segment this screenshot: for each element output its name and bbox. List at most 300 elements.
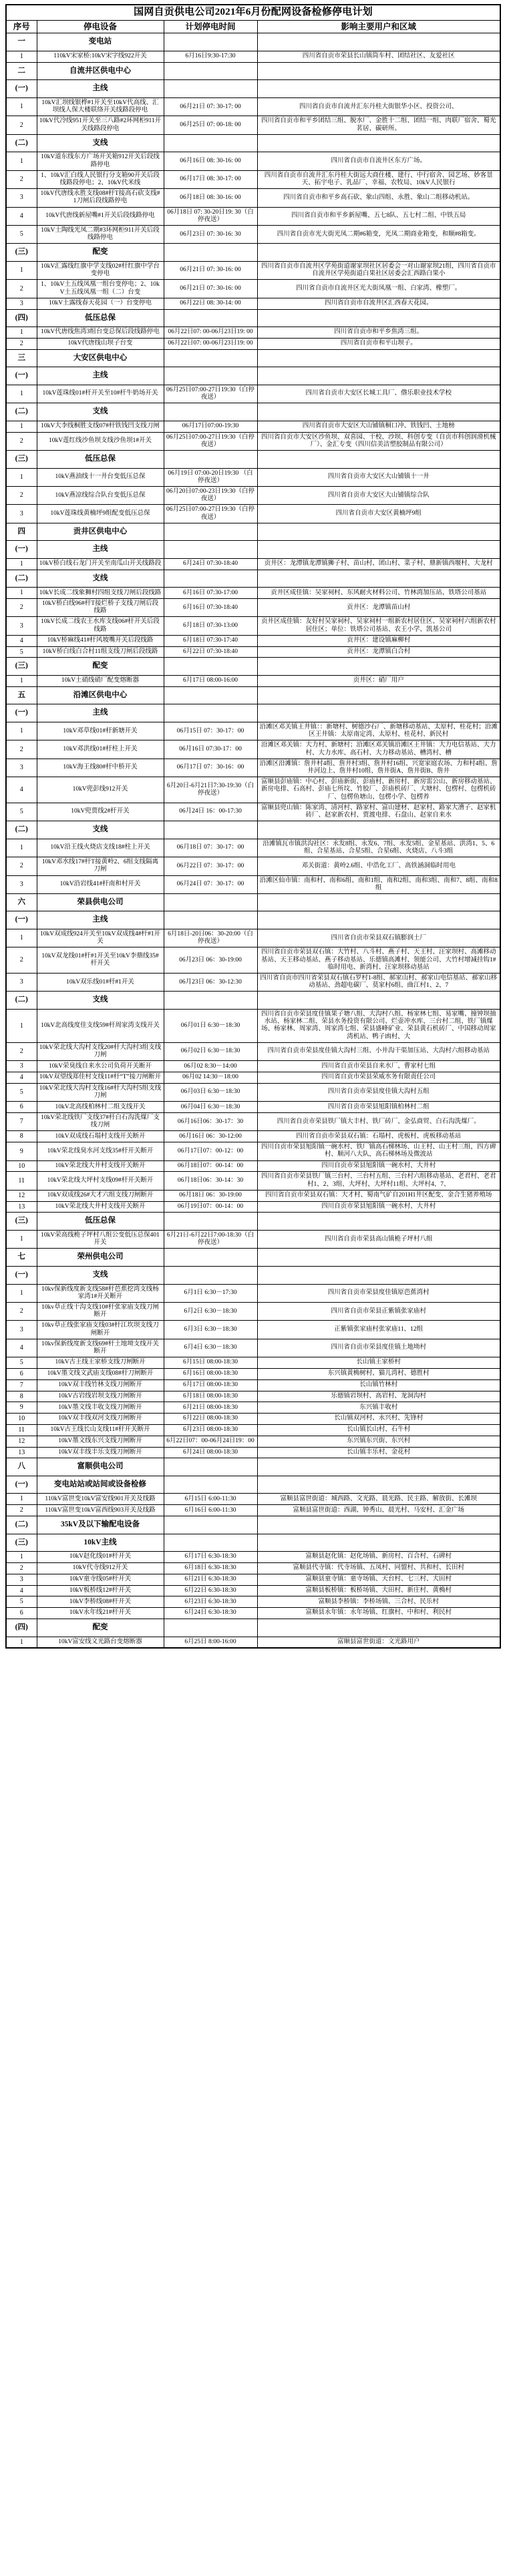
cell-no: 1 [6, 97, 37, 116]
category-section-row [6, 309, 500, 327]
cell-no: (一) [6, 80, 37, 98]
table-row [6, 1585, 500, 1596]
cell-no: (一) [6, 1476, 37, 1494]
cell-time [164, 1249, 257, 1267]
table-row [6, 1574, 500, 1585]
cell-area: 贡井区：龙潭镇白合村 [257, 646, 500, 658]
cell-no: 1 [6, 152, 37, 170]
cell-time: 6月18日 08:00-18:30 [164, 1391, 257, 1402]
cell-equipment: 10kV墨文线东兴支线刀闸断开 [37, 1436, 164, 1447]
table-row [6, 421, 500, 432]
cell-label: 低压总保 [37, 309, 164, 327]
cell-equipment: 10kv草正线干沟支线10#杆张家庙支线刀闸断开 [37, 1302, 164, 1320]
table-row [6, 1368, 500, 1379]
cell-time: 06月16日 06：30-12:00 [164, 1131, 257, 1142]
table-row [6, 947, 500, 974]
cell-no: 7 [6, 1113, 37, 1131]
cell-no: 2 [6, 1505, 37, 1516]
cell-no: 三 [6, 349, 37, 367]
cell-no: 2 [6, 338, 37, 349]
cell-area [257, 704, 500, 722]
table-row [6, 759, 500, 777]
table-row [6, 385, 500, 403]
cell-area: 富顺县赵化镇：赵化场镇、新房村、百合村、石碑村 [257, 1552, 500, 1563]
category-section-row [6, 704, 500, 722]
district-section-row [6, 1458, 500, 1476]
cell-area [257, 80, 500, 98]
cell-label: 支线 [37, 1266, 164, 1284]
cell-no: (一) [6, 1266, 37, 1284]
cell-area: 富顺县彭庙镇：中心村、彭庙新街、彭庙村、新房村、新房雷公山、新房移动基站、新房电排、石高村、彭庙七所坟、竹胶厂、彭庙机砖厂、大塘村、包楞村、包楞机砖厂、包楞鱼塘山、包楞小学、包楞养 [257, 777, 500, 803]
cell-area: 四川省自贡市大安区黄楠坪9组 [257, 505, 500, 523]
cell-no: (四) [6, 1619, 37, 1637]
cell-equipment: 10kV荣北线大井村支线开关断开 [37, 1201, 164, 1213]
cell-equipment: 10kV板桥线12#杆开关 [37, 1585, 164, 1596]
cell-equipment: 10kV永年线21#杆开关 [37, 1608, 164, 1619]
cell-no: 10 [6, 1160, 37, 1172]
cell-area: 四川省自贡市自流井区光大街凤凰一组、白家湾、橡塑厂。 [257, 280, 500, 298]
cell-area: 贡井区成佳镇：友好村吴家祠村、吴家祠村一组新农村居住区、吴家祠村六组新农村居住区；单位：铁塔公司基站、农王小学、凯基公司 [257, 617, 500, 635]
cell-equipment: 10kV荣北线大坪村支线09#杆开关断开 [37, 1172, 164, 1190]
table-row [6, 280, 500, 298]
cell-equipment: 10kV代唐线焦湾3组台变总保后段线路停电 [37, 327, 164, 339]
cell-time: 06月02 14:30－18:00 [164, 1072, 257, 1084]
cell-no: (一) [6, 367, 37, 385]
cell-no: 4 [6, 207, 37, 225]
cell-equipment: 10kV沿王线火烧店支线18#柱上开关 [37, 839, 164, 857]
table-row [6, 1083, 500, 1101]
cell-no: 3 [6, 875, 37, 893]
table-row [6, 635, 500, 646]
cell-equipment: 10kV兜彭线912开关 [37, 777, 164, 803]
cell-label: 荣州供电公司 [37, 1249, 164, 1267]
cell-time: 6月2日 6:30－18:30 [164, 1302, 257, 1320]
category-section-row [6, 658, 500, 676]
district-section-row [6, 686, 500, 704]
cell-no: 1 [6, 327, 37, 339]
cell-area: 富顺县富世街道：西湖、钟秀山、晨光村、马安村、汇金广场 [257, 1505, 500, 1516]
category-section-row [6, 1534, 500, 1552]
cell-no: 13 [6, 1447, 37, 1458]
cell-equipment: 10kV荣北线臭水河支线35#杆开关断开 [37, 1142, 164, 1160]
table-row [6, 1010, 500, 1043]
cell-no: 4 [6, 1585, 37, 1596]
cell-area: 长山镇丰乐村、金花村 [257, 1447, 500, 1458]
table-row [6, 505, 500, 523]
table-row [6, 338, 500, 349]
cell-no: 1 [6, 468, 37, 486]
table-row [6, 97, 500, 116]
cell-time [164, 450, 257, 468]
table-row [6, 1379, 500, 1391]
cell-time: 6月18日 6:30-18:30 [164, 1562, 257, 1574]
cell-equipment: 10kV莲红线沙鱼坝支线沙鱼坝1#开关 [37, 432, 164, 450]
cell-equipment: 10kV荣高线桅子坪村八组公变低压总保401开关 [37, 1231, 164, 1249]
table-row [6, 298, 500, 309]
column-header-equipment: 停电设备 [37, 20, 164, 33]
page-title: 国网自贡供电公司2021年6月份配网设备检修停电计划 [6, 5, 500, 20]
cell-equipment: 10kV海王线80#杆中桥开关 [37, 759, 164, 777]
cell-time: 6月16日 07:30-17:00 [164, 588, 257, 599]
cell-equipment: 10kV代唐线永胜支线08#杆T接高石砍支线#1刀闸后段线路停电 [37, 189, 164, 207]
cell-time [164, 80, 257, 98]
cell-no: 2 [6, 947, 37, 974]
cell-equipment: 10kV道东线东方广场开关箱912开关后段线路停电 [37, 152, 164, 170]
cell-time: 6月17日 08:00-18:30 [164, 1379, 257, 1391]
cell-no: 13 [6, 1201, 37, 1213]
cell-time [164, 367, 257, 385]
table-row [6, 974, 500, 992]
table-row [6, 189, 500, 207]
cell-no: 2 [6, 1302, 37, 1320]
column-header-area: 影响主要用户和区域 [257, 20, 500, 33]
cell-time [164, 911, 257, 929]
cell-no: 3 [6, 1061, 37, 1072]
table-row [6, 803, 500, 821]
cell-label: 低压总保 [37, 450, 164, 468]
cell-time [164, 523, 257, 541]
cell-time: 06月04日 6:30－18:30 [164, 1102, 257, 1113]
cell-area: 乐德镇岩坝村、高岩村、龙洞沟村 [257, 1391, 500, 1402]
cell-time [164, 1619, 257, 1637]
cell-no: 9 [6, 1142, 37, 1160]
cell-label: 变电站 [37, 33, 164, 51]
table-row [6, 1160, 500, 1172]
cell-time: 06月17日07:00-19:30 [164, 421, 257, 432]
table-row [6, 1637, 500, 1648]
cell-no: 10 [6, 1414, 37, 1425]
cell-area: 长山镇长山村、石牛村 [257, 1424, 500, 1436]
cell-equipment: 10kV桥麻线41#杆风坡嘴开关后段线路 [37, 635, 164, 646]
cell-time [164, 570, 257, 588]
cell-equipment: 10kV汇露线红旗中学支线02#杆红旗中学台变停电 [37, 261, 164, 279]
cell-equipment: 10kV墨文线丰收支线刀闸断开 [37, 1402, 164, 1414]
cell-area: 四川省自贡市荣县双石镇：石塌村、虎板村、虎板移动基站 [257, 1131, 500, 1142]
cell-time: 6月4日 6:30－18:30 [164, 1339, 257, 1357]
cell-area: 沿滩区沿滩镇：詹井村4组、詹井村3组、詹井村16组、兴宽家庭农场、力和村4组、詹井河边上、詹井村10组、詹井街A、詹井街B、詹井 [257, 759, 500, 777]
table-row [6, 1505, 500, 1516]
cell-no: 8 [6, 1391, 37, 1402]
cell-no: 9 [6, 1402, 37, 1414]
table-row [6, 1113, 500, 1131]
cell-time: 06月18日 07：30-17：00 [164, 839, 257, 857]
category-section-row [6, 821, 500, 839]
cell-no: 二 [6, 62, 37, 80]
cell-no: 3 [6, 505, 37, 523]
cell-no: 5 [6, 1357, 37, 1369]
district-section-row [6, 1249, 500, 1267]
cell-time [164, 893, 257, 911]
cell-area [257, 33, 500, 51]
cell-no: 1 [6, 929, 37, 947]
cell-equipment: 10kV土硝线硝厂配变熔断器 [37, 675, 164, 686]
cell-no: 3 [6, 1574, 37, 1585]
cell-no: 11 [6, 1172, 37, 1190]
cell-area [257, 134, 500, 152]
cell-area: 四川省自贡市自流井区学苑街道谢家坝社区居委会一对山谢家坝21组，四川省自贡市自流井区学苑街道白果社区居委会汇西路白果小 [257, 261, 500, 279]
cell-equipment: 10kV兜贾线2#杆开关 [37, 803, 164, 821]
cell-area [257, 686, 500, 704]
cell-time: 06月25日07:00-27日19:30（白停夜送） [164, 432, 257, 450]
cell-equipment: 10kv保新线度新支线69#杆土地坳支线开关断开 [37, 1339, 164, 1357]
table-row [6, 261, 500, 279]
cell-area: 四川省自贡市荣县双石镇：大才村、蜀南气矿自201H1井区配变、金合生猪养殖场 [257, 1190, 500, 1201]
cell-label: 主线 [37, 541, 164, 559]
cell-no: 八 [6, 1458, 37, 1476]
cell-no: 1 [6, 1231, 37, 1249]
cell-time: 06月17日 07：30-16：00 [164, 759, 257, 777]
cell-area: 四川省自贡市和平山坝子。 [257, 338, 500, 349]
cell-equipment: 10kV北高线柏林村二组支线开关 [37, 1102, 164, 1113]
cell-no: 1 [6, 385, 37, 403]
cell-area: 四川省自贡市荣县双石镇：大竹村、八斗村、燕子村、天王村、汪家坝村、高滩移动基站、天王移动基站、燕子移动基站、乐德镇高滩村、领能公司、大竹村增减挂钩1#临时用电、新湾村、汪家坝移动基站 [257, 947, 500, 974]
cell-no: 1 [6, 51, 37, 63]
cell-area [257, 1213, 500, 1231]
category-section-row [6, 541, 500, 559]
table-row [6, 1436, 500, 1447]
cell-label: 支线 [37, 992, 164, 1010]
column-header-time: 计划停电时间 [164, 20, 257, 33]
category-section-row [6, 80, 500, 98]
cell-equipment: 10kv草正线张家庙支线03#杆江坎坝支线刀闸断开 [37, 1321, 164, 1339]
category-section-row [6, 367, 500, 385]
cell-time: 06月03日 6:30－18:30 [164, 1083, 257, 1101]
district-section-row [6, 62, 500, 80]
cell-time: 06月01日 6:30－18:30 [164, 1010, 257, 1043]
cell-area: 四川省自贡市自流井区东方广场。 [257, 152, 500, 170]
cell-area [257, 1458, 500, 1476]
table-row [6, 116, 500, 134]
table-row [6, 207, 500, 225]
cell-no: 四 [6, 523, 37, 541]
table-row [6, 1201, 500, 1213]
cell-area: 四川自贡市荣县旭阳镇一碗水村、铁厂镇高石梯林场、山王村、山王村三组，四方碑村、顺河八大队，高石梯林场及微波站 [257, 1142, 500, 1160]
cell-equipment: 10kV北高线度佳支线59#杆周家湾支线开关 [37, 1010, 164, 1043]
cell-area: 四川省自贡市大安区大山铺镇综合队 [257, 486, 500, 504]
cell-time: 6月15日 6:00-11:30 [164, 1494, 257, 1505]
cell-time: 06月23日 06：30-19:00 [164, 947, 257, 974]
cell-no: (二) [6, 992, 37, 1010]
table-row [6, 1190, 500, 1201]
column-header-no: 序号 [6, 20, 37, 33]
cell-equipment: 10kV邓洪线01#杆柱上开关 [37, 740, 164, 759]
cell-area: 四川省自贡市大安区大山铺镇十一井 [257, 468, 500, 486]
cell-time: 06月21日 07: 30-16: 00 [164, 261, 257, 279]
cell-equipment: 10kV代冷线951开关至三八路#2环网柜911开关线路段停电 [37, 116, 164, 134]
category-section-row [6, 992, 500, 1010]
cell-equipment: 10kV长成二线象狮村四组支线刀闸后段线路 [37, 588, 164, 599]
cell-equipment: 10kV莲珠线黄楠坪9组配变低压总保 [37, 505, 164, 523]
cell-label: 主线 [37, 367, 164, 385]
cell-time: 06月16日 07:30-17：00 [164, 740, 257, 759]
cell-time: 06月23日 07: 30-16: 30 [164, 225, 257, 243]
table-row [6, 777, 500, 803]
cell-no: 2 [6, 486, 37, 504]
cell-no: (三) [6, 450, 37, 468]
cell-label: 配变 [37, 1619, 164, 1637]
cell-no: 3 [6, 298, 37, 309]
cell-equipment: 10kV李桥线08#杆开关 [37, 1596, 164, 1608]
cell-time: 6月24日 6:30-18:30 [164, 1608, 257, 1619]
cell-time: 06月19日07：00-14：00 [164, 1201, 257, 1213]
table-row [6, 468, 500, 486]
cell-time [164, 658, 257, 676]
cell-no: 2 [6, 116, 37, 134]
category-section-row [6, 1619, 500, 1637]
cell-time: 06月21日 07: 30-17: 00 [164, 97, 257, 116]
cell-no: (二) [6, 821, 37, 839]
cell-no: (三) [6, 658, 37, 676]
cell-no: 2 [6, 857, 37, 875]
cell-time [164, 1213, 257, 1231]
cell-no: 3 [6, 617, 37, 635]
cell-time: 6月16日 6:00-11:30 [164, 1505, 257, 1516]
cell-no: 3 [6, 1321, 37, 1339]
cell-area [257, 1534, 500, 1552]
cell-area [257, 367, 500, 385]
cell-equipment: 10kV双乐线01#杆#1开关 [37, 974, 164, 992]
cell-area [257, 403, 500, 421]
cell-area: 东兴镇东兴街、东兴村 [257, 1436, 500, 1447]
district-section-row [6, 349, 500, 367]
cell-no: 2 [6, 599, 37, 617]
cell-time [164, 403, 257, 421]
cell-no: 3 [6, 759, 37, 777]
cell-time: 6月22日07：00-06月24日19：00 [164, 1436, 257, 1447]
table-row [6, 1608, 500, 1619]
cell-area [257, 1516, 500, 1534]
cell-area [257, 450, 500, 468]
cell-area [257, 992, 500, 1010]
cell-area: 贡井区：龙潭镇龙潭镇狮子村、苗山村、团山村、菜子村、鼎新镇西堰村、大龙村 [257, 558, 500, 570]
cell-area [257, 658, 500, 676]
cell-equipment: 10kV代唐线山坝子台变 [37, 338, 164, 349]
cell-equipment: 110kV富世变10kV富安线901开关及线路 [37, 1494, 164, 1505]
cell-no: 4 [6, 777, 37, 803]
cell-no: 一 [6, 33, 37, 51]
category-section-row [6, 1476, 500, 1494]
cell-area: 四川省自贡市荣县正紫镇张家庙村 [257, 1302, 500, 1320]
cell-no: 2 [6, 170, 37, 188]
table-row [6, 1072, 500, 1084]
cell-time [164, 992, 257, 1010]
cell-time: 06月22日 07：30-17：00 [164, 857, 257, 875]
cell-area: 四川省自贡市荣县度佳镇原芭蕉湾村 [257, 1284, 500, 1302]
category-section-row [6, 1266, 500, 1284]
table-row [6, 327, 500, 339]
cell-area [257, 1619, 500, 1637]
cell-no: 1 [6, 1494, 37, 1505]
table-row [6, 1302, 500, 1320]
cell-time: 06月18日06：30-14：30 [164, 1172, 257, 1190]
table-row [6, 1042, 500, 1060]
cell-time: 6月18日 07:30-13:00 [164, 617, 257, 635]
cell-area: 四川省自贡市和平乡高石砍、象山四组、永胜、象山二组移动机站。 [257, 189, 500, 207]
cell-no: 4 [6, 635, 37, 646]
cell-time [164, 244, 257, 262]
table-row [6, 617, 500, 635]
cell-area [257, 911, 500, 929]
cell-no: 3 [6, 189, 37, 207]
cell-area: 四川省自贡市荣县荣威水务有限责任公司 [257, 1072, 500, 1084]
table-row [6, 1447, 500, 1458]
cell-area: 贡井区：硝厂用户 [257, 675, 500, 686]
cell-equipment: 10kV墨文线文武庙支线08#杆刀闸断开 [37, 1368, 164, 1379]
cell-area: 正紫镇张家庙村张家庙11、12组 [257, 1321, 500, 1339]
table-row [6, 1391, 500, 1402]
cell-area: 四川自贡市荣县旭阳镇一碗水村、大井村 [257, 1160, 500, 1172]
cell-equipment: 10kV双成线石塌村支线开关断开 [37, 1131, 164, 1142]
cell-label: 支线 [37, 821, 164, 839]
table-row [6, 1552, 500, 1563]
cell-equipment: 10kV桥白线白合村11组支线刀闸后段线路 [37, 646, 164, 658]
cell-no: 2 [6, 432, 37, 450]
cell-area: 长山镇王家桥村 [257, 1357, 500, 1369]
cell-time: 6月22日 08:00-18:30 [164, 1414, 257, 1425]
cell-area: 沿滩区邓关镇王井镇：：新塘村、树德沙石厂、新塘移动基站、太原村、桂花村；沿滩区王井镇：太原南定湾、太原村、桂花村、新民村 [257, 722, 500, 740]
cell-time: 6月16日9:30-17:30 [164, 51, 257, 63]
cell-area: 四川省自贡市四川省荣县双石镇石罗村1-8组、郝家山村、郝家山电信基站、郝家山移动基站、劲超电碳厂、莫家村6组、曲江村1、2、7 [257, 974, 500, 992]
cell-equipment: 10kV双成线26#大才六组支线刀闸断开 [37, 1190, 164, 1201]
cell-area [257, 309, 500, 327]
cell-area: 邓关街道：黄岭2.6组、中浩化工厂、高铁涵洞临时用电 [257, 857, 500, 875]
cell-time: 6月23日 08:00-18:30 [164, 1424, 257, 1436]
cell-label: 大安区供电中心 [37, 349, 164, 367]
cell-no: 6 [6, 1102, 37, 1113]
cell-area: 四川省自贡市荣县铁厂镇大丰村、铁厂砖厂、金弘商贸、白石沟洗煤厂。 [257, 1113, 500, 1131]
table-row [6, 1131, 500, 1142]
cell-equipment: 10kV沿岩线41#杆南和村开关 [37, 875, 164, 893]
cell-no: 12 [6, 1190, 37, 1201]
cell-time: 06月24日 16：00-17:30 [164, 803, 257, 821]
cell-area: 四川省自贡市荣县双石镇膨润土厂 [257, 929, 500, 947]
cell-equipment: 10kV双成线924开关至10kV双成线4#杆#1开关 [37, 929, 164, 947]
cell-area: 四川省自贡市荣县度佳镇果子塘八组、大沟村八组、杨家林七组、易家嘴、撞钟坝抽水站、杨家林二组、荣县水务投资有限公司、烂壶冲水库、三台村二组、铁厂镇煤场、杨家林、周家湾、周家湾七组、荣县盛峰矿业、荣县黄石机砖厂、中国移动周家湾机站、鸭子凼村、大 [257, 1010, 500, 1043]
cell-area: 长山镇竹林村 [257, 1379, 500, 1391]
cell-equipment: 10kV燕凉线综合队台变低压总保 [37, 486, 164, 504]
cell-no: 2 [6, 280, 37, 298]
cell-area: 四川省自贡市荣县自来水厂、曹家村七组 [257, 1061, 500, 1072]
cell-no: 5 [6, 803, 37, 821]
cell-time: 06月17日 08: 30-17: 00 [164, 170, 257, 188]
cell-area: 沿滩区仙市镇：南和村、南和6组、南和1组、南和2组、南和3组、南和7、8组、南和8组 [257, 875, 500, 893]
table-row [6, 1231, 500, 1249]
cell-equipment: 10kV童寺线05#杆开关 [37, 1574, 164, 1585]
table-row [6, 1061, 500, 1072]
cell-area: 四川省自贡市和平乡焦湾三组。 [257, 327, 500, 339]
cell-no: (二) [6, 1516, 37, 1534]
cell-time: 06月18日 08: 30-16: 00 [164, 189, 257, 207]
cell-area: 四川省自贡市大安区沙鱼坝、双喜园、干校、沙坝、科创专变（自贡市科创润滑机械厂）、金汇专变（四川信美洁塑胶制品有限公司） [257, 432, 500, 450]
cell-time: 6月3日 6:30－18:30 [164, 1321, 257, 1339]
cell-time [164, 541, 257, 559]
cell-time: 06月22日07: 00-06月23日19: 00 [164, 327, 257, 339]
table-row [6, 1357, 500, 1369]
cell-area: 东兴镇黄桷树村、猫儿湾村、德胜村 [257, 1368, 500, 1379]
category-section-row [6, 1213, 500, 1231]
cell-equipment: 10kV双丰线丰乐支线刀闸断开 [37, 1447, 164, 1458]
cell-label: 变电站站或站间或设备检修 [37, 1476, 164, 1494]
cell-time [164, 1534, 257, 1552]
cell-area: 富顺县永年镇：永年场镇、红旗村、中和村、利民村 [257, 1608, 500, 1619]
cell-time: 06月20日07:00-23日19:30（白停夜送） [164, 486, 257, 504]
cell-time [164, 1516, 257, 1534]
cell-label: 配变 [37, 658, 164, 676]
cell-equipment: 10kV富安线文光路台变熔断器 [37, 1637, 164, 1648]
cell-time: 06月17日07：00-12：00 [164, 1142, 257, 1160]
cell-area [257, 244, 500, 262]
table-row [6, 1339, 500, 1357]
